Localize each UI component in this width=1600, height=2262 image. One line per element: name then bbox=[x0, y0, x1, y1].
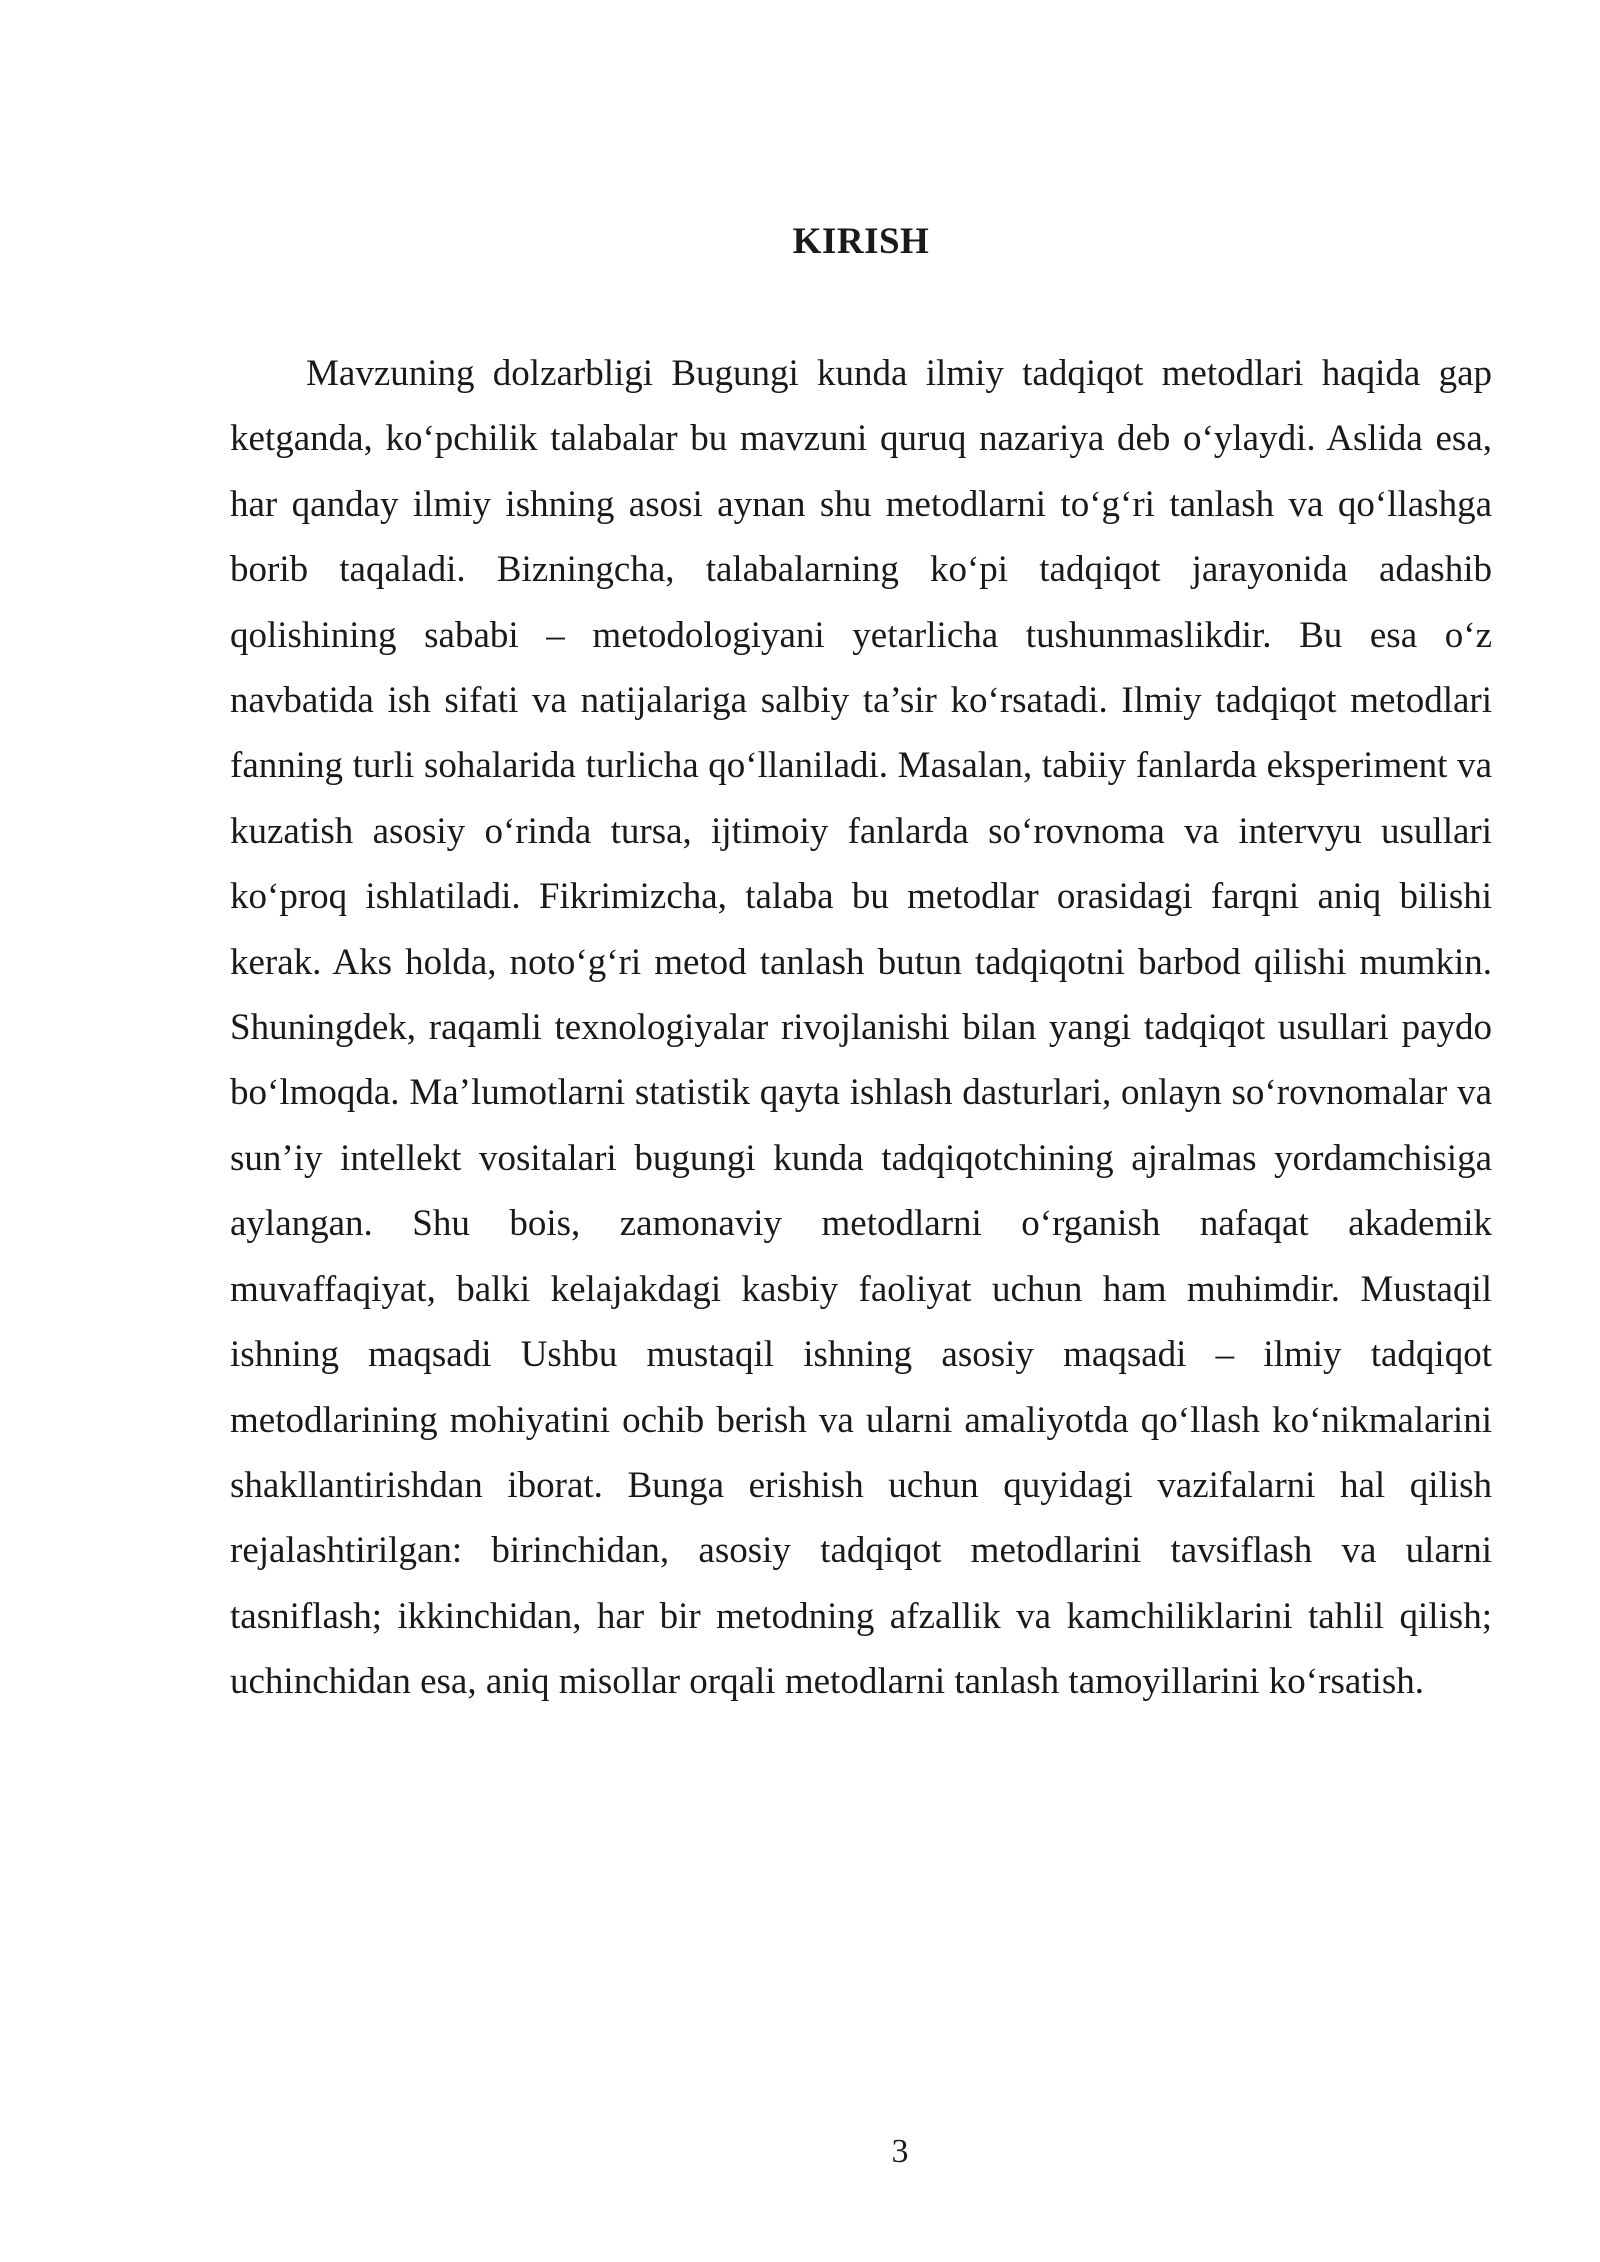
section-heading: KIRISH bbox=[792, 221, 930, 262]
body-paragraph: Mavzuning dolzarbligi Bugungi kunda ilmiy tadqiqot metodlari haqida gap ketganda, ko‘pchilik talabalar bu mavzuni quruq nazariya deb o‘ylaydi. Aslida esa, har qanday ilmiy ishning asosi aynan shu metodlarni to‘g‘ri tanlash va qo‘llashga borib taqaladi. Bizningcha, talabalarning ko‘pi tadqiqot jarayonida adashib qolishining sababi – metodologiyani yetarlicha tushunmaslikdir. Bu esa o‘z navbatida ish sifati va natijalariga salbiy ta’sir ko‘rsatadi. Ilmiy tadqiqot metodlari fanning turli sohalarida turlicha qo‘llaniladi. Masalan, tabiiy fanlarda eksperiment va kuzatish asosiy o‘rinda tursa, ijtimoiy fanlarda so‘rovnoma va intervyu usullari ko‘proq ishlatiladi. Fikrimizcha, talaba bu metodlar orasidagi farqni aniq bilishi kerak. Aks holda, noto‘g‘ri metod tanlash butun tadqiqotni barbod qilishi mumkin. Shuningdek, raqamli texnologiyalar rivojlanishi bilan yangi tadqiqot usullari paydo bo‘lmoqda. Ma’lumotlarni statistik qayta ishlash dasturlari, onlayn so‘rovnomalar va sun’iy intellekt vositalari bugungi kunda tadqiqotchining ajralmas yordamchisiga aylangan. Shu bois, zamonaviy metodlarni o‘rganish nafaqat akademik muvaffaqiyat, balki kelajakdagi kasbiy faoliyat uchun ham muhimdir. Mustaqil ishning maqsadi Ushbu mustaqil ishning asosiy maqsadi – ilmiy tadqiqot metodlarining mohiyatini ochib berish va ularni amaliyotda qo‘llash ko‘nikmalarini shakllantirishdan iborat. Bunga erishish uchun quyidagi vazifalarni hal qilish rejalashtirilgan: birinchidan, asosiy tadqiqot metodlarini tavsiflash va ularni tasniflash; ikkinchidan, har bir metodning afzallik va kamchiliklarini tahlil qilish; uchinchidan esa, aniq misollar orqali metodlarni tanlash tamoyillarini ko‘rsatish. bbox=[230, 353, 1492, 1703]
page-number: 3 bbox=[891, 2133, 909, 2170]
